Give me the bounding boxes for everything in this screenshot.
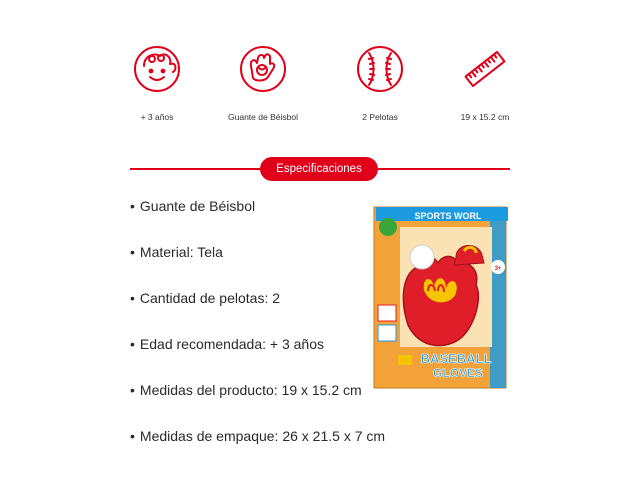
spec-item: • Medidas de empaque: 26 x 21.5 x 7 cm <box>130 428 386 444</box>
product-box-image <box>372 205 508 390</box>
feature-caption: 19 x 15.2 cm <box>460 112 510 122</box>
feature-caption: + 3 años <box>140 112 174 122</box>
feature-caption: 2 Pelotas <box>362 112 398 122</box>
brand-text: SPORTS WORL <box>414 211 482 221</box>
spec-item: • Edad recomendada: + 3 años <box>130 336 324 352</box>
box-title-line1: BASEBALL <box>420 351 492 366</box>
section-divider-right <box>376 168 510 170</box>
baseball-glove-icon <box>238 44 288 94</box>
box-title-line2: GLOVES <box>432 366 484 380</box>
section-title: Especificaciones <box>260 157 378 181</box>
feature-balls <box>320 44 440 122</box>
spec-item: • Cantidad de pelotas: 2 <box>130 290 281 306</box>
feature-icons-row <box>0 0 640 140</box>
age-badge: 3+ <box>494 266 502 272</box>
child-face-icon <box>132 44 182 94</box>
section-divider-left <box>130 168 262 170</box>
baseball-icon <box>355 44 405 94</box>
feature-size <box>425 44 545 122</box>
feature-age <box>97 44 217 122</box>
ball-shape <box>410 245 434 269</box>
spec-item: • Guante de Béisbol <box>130 198 256 214</box>
spec-list <box>130 196 410 472</box>
feature-caption: Guante de Béisbol <box>228 112 298 122</box>
brand-logo <box>379 218 397 236</box>
spec-item: • Material: Tela <box>130 244 223 260</box>
ruler-icon <box>460 44 510 94</box>
feature-glove <box>203 44 323 122</box>
spec-item: • Medidas del producto: 19 x 15.2 cm <box>130 382 362 398</box>
